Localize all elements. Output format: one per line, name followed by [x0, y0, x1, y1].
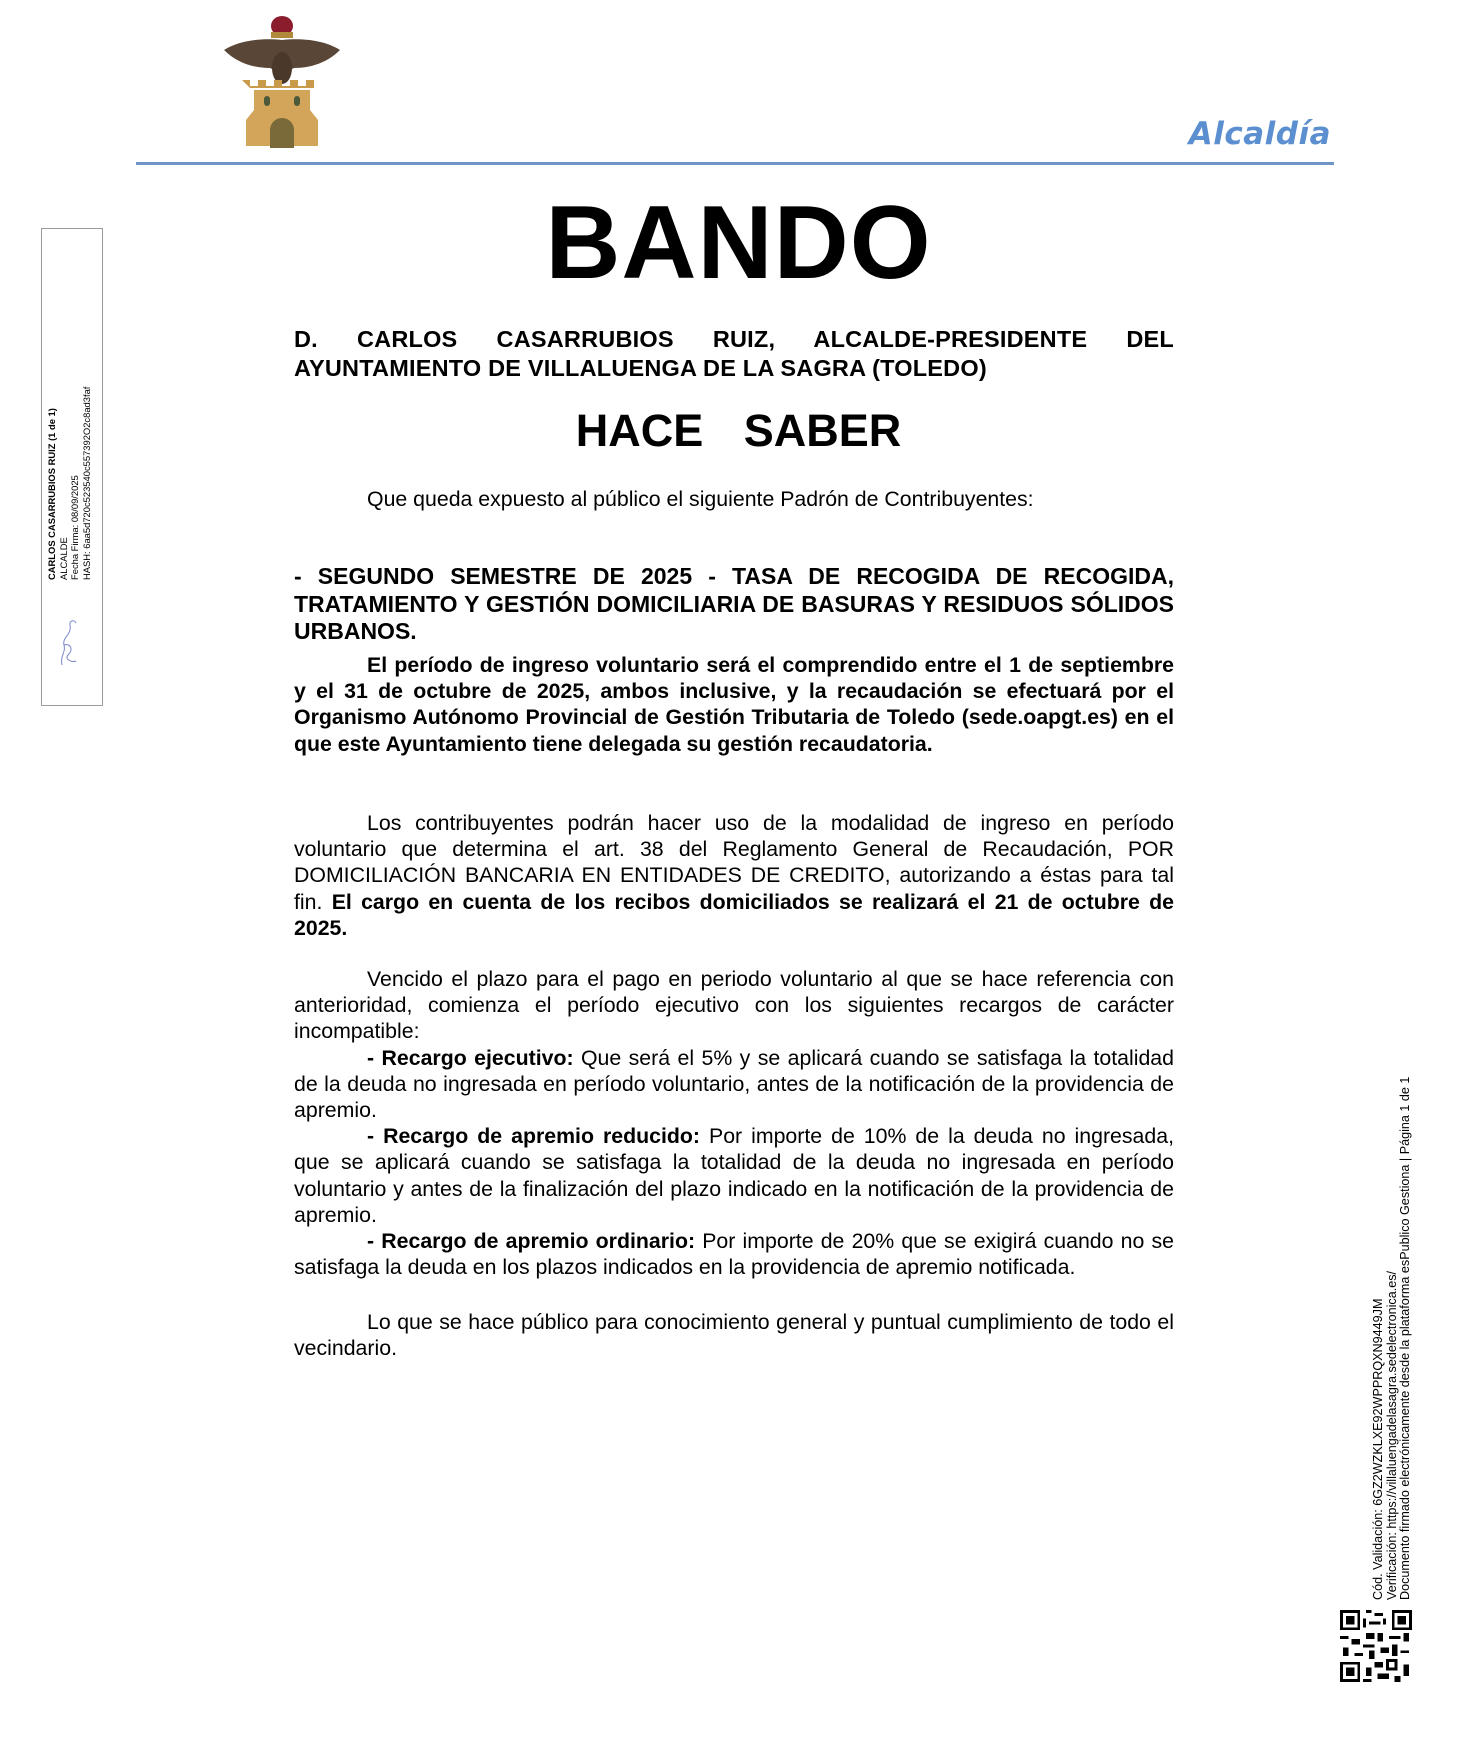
vencido-section	[294, 966, 1174, 1280]
periodo-paragraph: El período de ingreso voluntario será el comprendido entre el 1 de septiembre y el 31 de octubre de 2025, ambos inclusive, y la recaudación se efectuará por el Organismo Autónomo Provincial de Gestión Tributaria de Toledo (sede.oapgt.es) en el que este Ayuntamiento tiene delegada su gestión recaudatoria.	[294, 653, 1174, 756]
header-divider	[136, 162, 1334, 165]
recargo-item	[294, 1228, 1174, 1280]
qr-code-icon[interactable]	[1340, 1610, 1412, 1682]
signer-role: ALCALDE	[57, 537, 69, 580]
recargo-text: Que será el 5% y se aplicará cuando se satisfaga la totalidad de la deuda no ingresada en período voluntario, antes de la notificación de la providencia de apremio.	[294, 1045, 1174, 1123]
signature-details	[46, 140, 92, 580]
recargo-item	[294, 1123, 1174, 1228]
announcement-heading: HACE SABER	[575, 405, 902, 456]
validation-code: Cód. Validación: 6GZ2WZKLXE92WPPRQXN9449JM	[1371, 1298, 1385, 1600]
verification-block	[1371, 1076, 1413, 1600]
tower	[242, 80, 314, 88]
cargo-date-text: El cargo en cuenta de los recibos domiciliados se realizará el 21 de octubre de 2025.	[294, 889, 1174, 940]
signature-date: Fecha Firma: 08/09/2025	[69, 475, 80, 580]
department-label: Alcaldía	[1188, 116, 1331, 152]
recargo-label: - Recargo ejecutivo:	[367, 1045, 574, 1070]
coat-of-arms-logo	[222, 10, 342, 150]
recargo-text: Por importe de 10% de la deuda no ingresada, que se aplicará cuando se satisfaga la totalidad de la deuda no ingresada en período voluntario y antes de la finalización del plazo indicado en la notificación de la providencia de apremio.	[294, 1124, 1174, 1227]
recargo-item	[294, 1045, 1174, 1124]
handwritten-signature-icon	[56, 615, 82, 670]
issuer-line: D. CARLOS CASARRUBIOS RUIZ, ALCALDE-PRESIDENTE DEL AYUNTAMIENTO DE VILLALUENGA DE LA SAGRA (TOLEDO)	[294, 326, 1174, 381]
padron-list-item: - SEGUNDO SEMESTRE DE 2025 - TASA DE RECOGIDA DE RECOGIDA, TRATAMIENTO Y GESTIÓN DOMICILIARIA DE BASURAS Y RESIDUOS SÓLIDOS URBANOS.	[294, 563, 1174, 644]
closing-paragraph: Lo que se hace público para conocimiento general y puntual cumplimiento de todo el vecindario.	[294, 1310, 1174, 1361]
contribuyentes-paragraph	[294, 810, 1174, 941]
vencido-paragraph: Vencido el plazo para el pago en periodo voluntario al que se hace referencia con anterioridad, comienza el período ejecutivo con los siguientes recargos de carácter incompatible:	[294, 967, 1174, 1044]
verification-url[interactable]: Verificación: https://villaluengadelasagra.sedelectronica.es/	[1384, 1270, 1399, 1600]
recargo-label: - Recargo de apremio reducido:	[367, 1124, 700, 1149]
signer-name: CARLOS CASARRUBIOS RUIZ (1 de 1)	[46, 408, 57, 580]
platform-note: Documento firmado electrónicamente desde la plataforma esPublico Gestiona | Página 1 de 1	[1398, 1076, 1412, 1600]
contrib-text: Los contribuyentes podrán hacer uso de la modalidad de ingreso en período voluntario que determina el art. 38 del Reglamento General de Recaudación, POR DOMICILIACIÓN BANCARIA EN ENTIDADES DE CREDITO, autorizando a éstas para tal fin.	[294, 811, 1174, 914]
recargo-text: Por importe de 20% que se exigirá cuando no se satisfaga la deuda en los plazos indicados en la providencia de apremio notificada.	[294, 1229, 1175, 1280]
document-title: BANDO	[545, 185, 932, 301]
recargo-label: - Recargo de apremio ordinario:	[367, 1229, 696, 1254]
intro-paragraph: Que queda expuesto al público el siguiente Padrón de Contribuyentes:	[367, 487, 1034, 511]
signature-hash: HASH: 6aa5d720c523540c557392O2c8ad3faf	[80, 386, 92, 580]
